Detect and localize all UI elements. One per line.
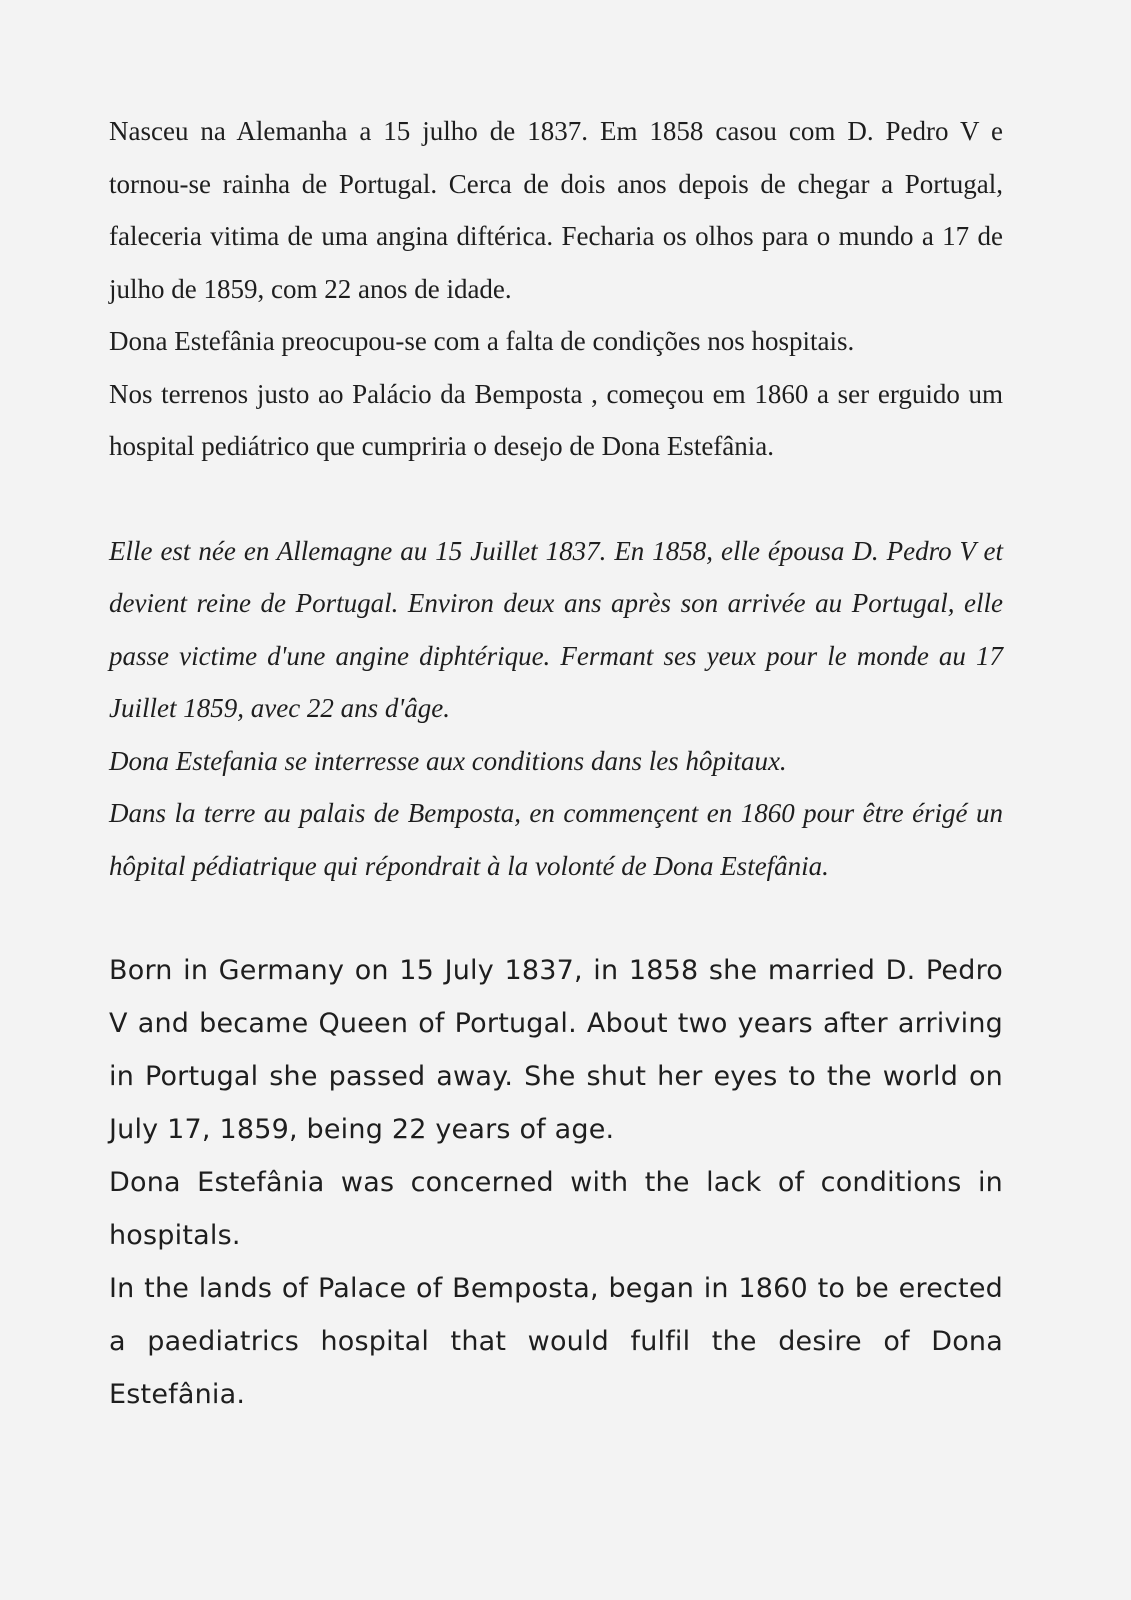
- french-paragraph-hospital: Dans la terre au palais de Bemposta, en commençent en 1860 pour être érigé un hôpital pédiatrique qui répondrait à la volonté de Dona Estefânia.: [109, 798, 1003, 881]
- english-paragraph-concern: Dona Estefânia was concerned with the lack of conditions in hospitals.: [109, 1167, 1003, 1251]
- portuguese-section: [109, 105, 1003, 473]
- french-section: [109, 525, 1003, 893]
- english-section: [109, 944, 1003, 1421]
- english-paragraph-hospital: In the lands of Palace of Bemposta, began in 1860 to be erected a paediatrics hospital that would fulfil the desire of Dona Estefânia.: [109, 1273, 1003, 1410]
- portuguese-paragraph-concern: Dona Estefânia preocupou-se com a falta de condições nos hospitais.: [109, 326, 855, 356]
- english-paragraph-biography: Born in Germany on 15 July 1837, in 1858 she married D. Pedro V and became Queen of Portugal. About two years after arriving in Portugal she passed away. She shut her eyes to the world on July 17, 1859, being 22 years of age.: [109, 955, 1003, 1145]
- portuguese-paragraph-biography: Nasceu na Alemanha a 15 julho de 1837. Em 1858 casou com D. Pedro V e tornou-se rainha de Portugal. Cerca de dois anos depois de chegar a Portugal, faleceria vitima de uma angina diftérica. Fecharia os olhos para o mundo a 17 de julho de 1859, com 22 anos de idade.: [109, 116, 1003, 304]
- french-paragraph-concern: Dona Estefania se interresse aux conditions dans les hôpitaux.: [109, 745, 787, 776]
- french-paragraph-biography: Elle est née en Allemagne au 15 Juillet 1837. En 1858, elle épousa D. Pedro V et devient reine de Portugal. Environ deux ans après son arrivée au Portugal, elle passe victime d'une angine diphtérique. Fermant ses yeux pour le monde au 17 Juillet 1859, avec 22 ans d'âge.: [109, 535, 1003, 723]
- portuguese-paragraph-hospital: Nos terrenos justo ao Palácio da Bemposta , começou em 1860 a ser erguido um hospital pediátrico que cumpriria o desejo de Dona Estefânia.: [109, 378, 1003, 461]
